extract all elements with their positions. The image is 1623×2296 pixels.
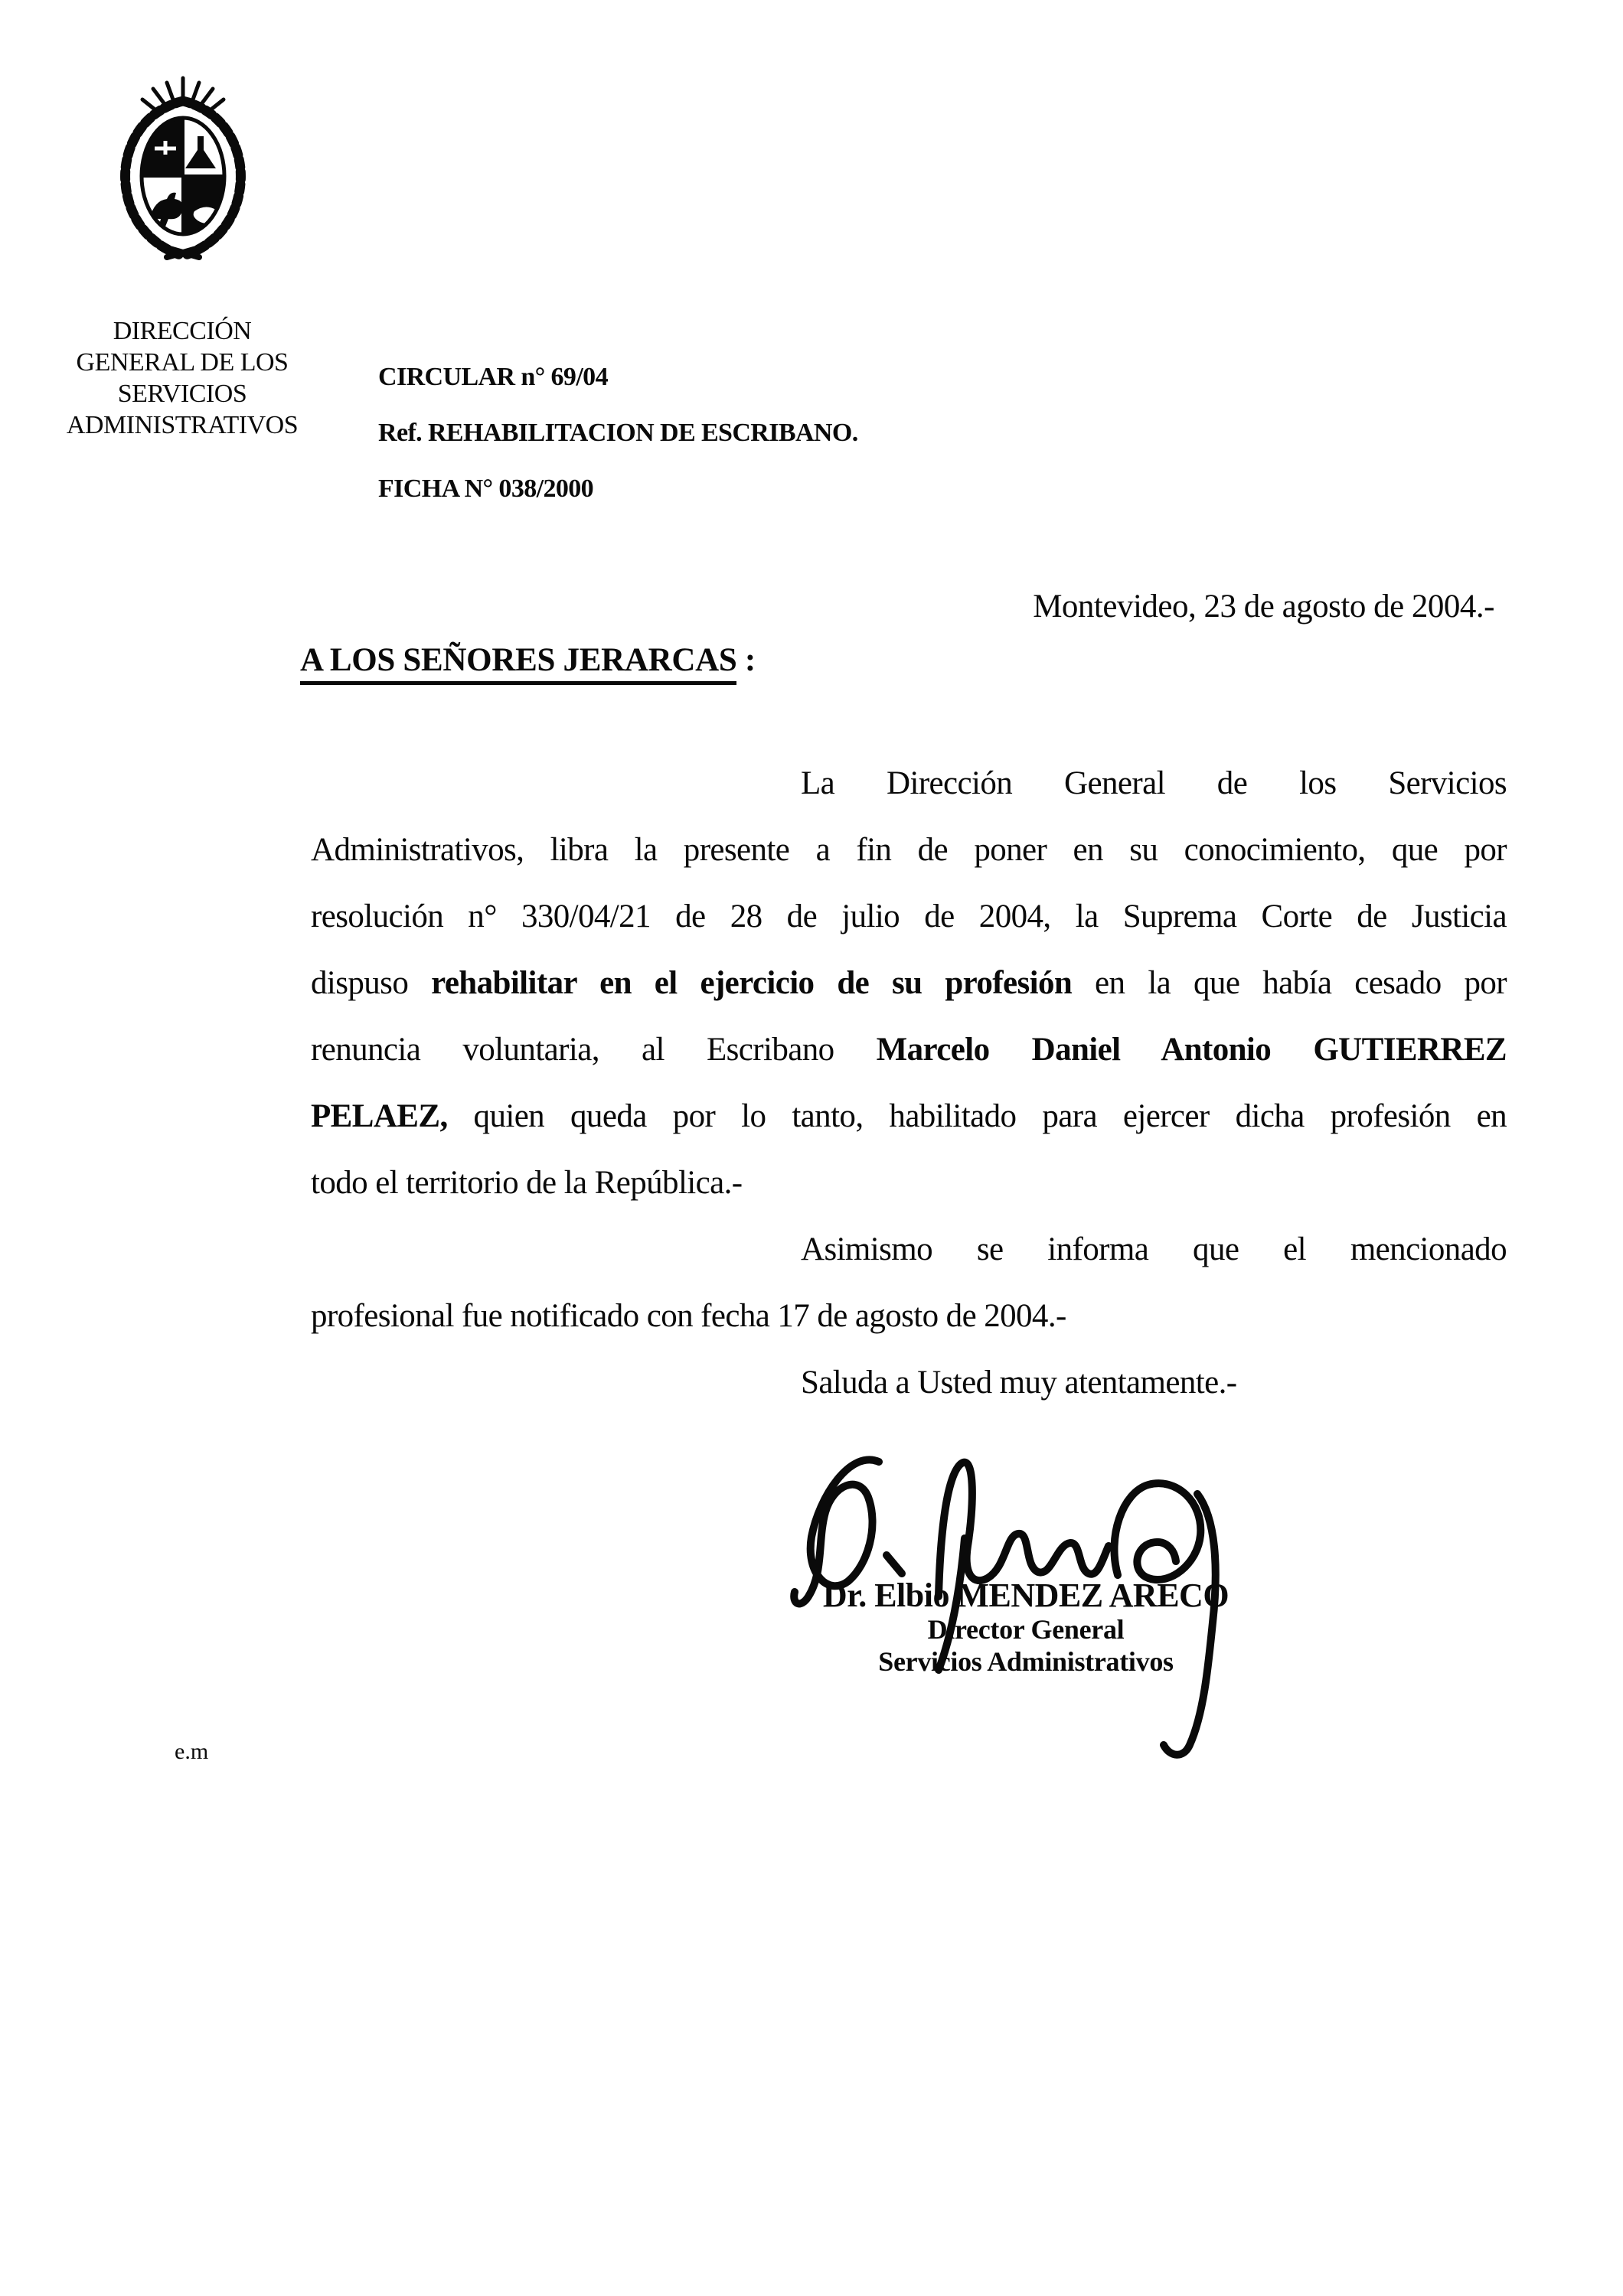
signer-name: Dr. Elbio MENDEZ ARECO [822, 1577, 1229, 1614]
body-line: Asimismo se informa que el mencionado [801, 1231, 1507, 1267]
body-line: resolución n° 330/04/21 de 28 de julio de 2004, la Suprema Corte de Justicia [311, 899, 1507, 934]
signature-block [796, 1578, 1256, 1678]
office-line: ADMINISTRATIVOS [66, 411, 299, 439]
body-line: renuncia voluntaria, al Escribano Marcelo Daniel Antonio GUTIERREZ [311, 1032, 1507, 1068]
addressee [300, 641, 756, 679]
body-line: profesional fue notificado con fecha 17 de agosto de 2004.- [311, 1298, 1066, 1334]
reference-block [378, 349, 858, 517]
circular-number: CIRCULAR n° 69/04 [378, 363, 608, 391]
body-line: Administrativos, libra la presente a fin de poner en su conocimiento, que por [311, 832, 1507, 868]
letter-body [311, 750, 1507, 1416]
addressee-colon: : [736, 642, 756, 678]
body-line: todo el territorio de la República.- [311, 1165, 743, 1201]
body-line: PELAEZ, quien queda por lo tanto, habilitado para ejercer dicha profesión en [311, 1098, 1507, 1134]
body-line: Saluda a Usted muy atentamente.- [801, 1365, 1237, 1401]
office-line: SERVICIOS [117, 380, 247, 408]
dateline: Montevideo, 23 de agosto de 2004.- [1033, 589, 1494, 625]
body-line: La Dirección General de los Servicios [801, 765, 1507, 801]
reference-subject: Ref. REHABILITACION DE ESCRIBANO. [378, 419, 858, 447]
body-line: dispuso rehabilitar en el ejercicio de su profesión en la que había cesado por [311, 965, 1507, 1001]
typist-initials: e.m [175, 1739, 209, 1764]
signer-office: Servicios Administrativos [878, 1646, 1174, 1677]
office-line: DIRECCIÓN [113, 317, 252, 345]
uruguay-coat-of-arms-icon [100, 75, 266, 263]
ficha-number: FICHA N° 038/2000 [378, 475, 594, 503]
signer-title: Director General [927, 1614, 1125, 1645]
addressee-text: A LOS SEÑORES JERARCAS [300, 642, 736, 685]
letterhead-office-name [43, 315, 322, 441]
office-line: GENERAL DE LOS [76, 348, 289, 377]
